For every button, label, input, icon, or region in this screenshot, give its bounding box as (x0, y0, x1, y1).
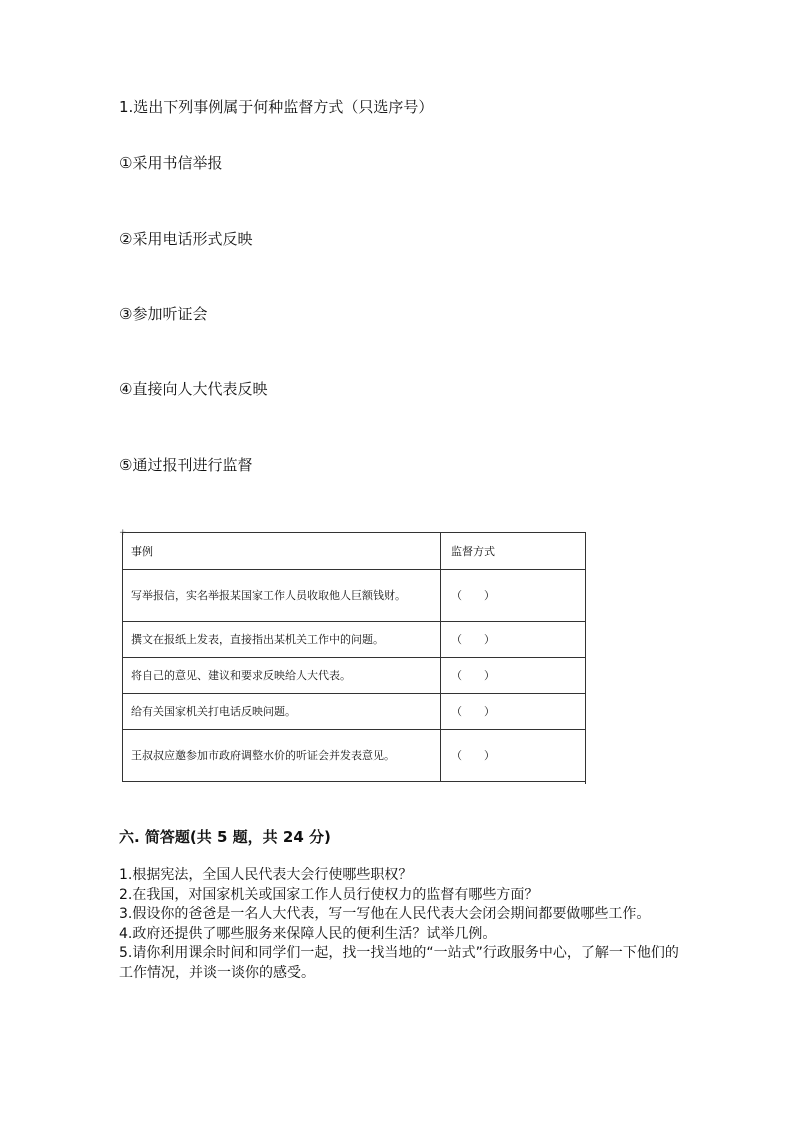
case-cell: 将自己的意见、建议和要求反映给人大代表。 (123, 658, 441, 694)
option-3: ③参加听证会 (119, 305, 208, 323)
table-header-row (123, 533, 586, 570)
short-answer-question-3: 3.假设你的爸爸是一名人大代表，写一写他在人民代表大会闭会期间都要做哪些工作。 (119, 906, 651, 922)
table-row (123, 570, 586, 622)
table-anchor-mark: + (119, 528, 127, 538)
section-title: 六. 简答题(共 5 题，共 24 分) (119, 828, 331, 846)
header-method: 监督方式 (441, 533, 586, 570)
answer-blank[interactable]: （ ） (441, 658, 586, 694)
option-5: ⑤通过报刊进行监督 (119, 456, 253, 474)
case-cell: 给有关国家机关打电话反映问题。 (123, 694, 441, 730)
header-case: 事例 (123, 533, 441, 570)
table-row (123, 622, 586, 658)
answer-blank[interactable]: （ ） (441, 730, 586, 782)
option-4: ④直接向人大代表反映 (119, 380, 268, 398)
option-2: ②采用电话形式反映 (119, 230, 253, 248)
short-answer-list (119, 866, 679, 983)
supervision-table (122, 532, 585, 782)
answer-blank[interactable]: （ ） (441, 622, 586, 658)
answer-blank[interactable]: （ ） (441, 570, 586, 622)
short-answer-question-2: 2.在我国，对国家机关或国家工作人员行使权力的监督有哪些方面？ (119, 886, 539, 903)
answer-blank[interactable]: （ ） (441, 694, 586, 730)
short-answer-question-5: 5.请你利用课余时间和同学们一起，找一找当地的“一站式”行政服务中心，了解一下他们的工作情况，并谈一谈你的感受。 (119, 945, 679, 981)
case-cell: 写举报信，实名举报某国家工作人员收取他人巨额钱财。 (123, 570, 441, 622)
question-title: 1.选出下列事例属于何种监督方式（只选序号） (119, 98, 434, 116)
short-answer-question-1: 1.根据宪法，全国人民代表大会行使哪些职权？ (119, 867, 413, 883)
case-cell: 王叔叔应邀参加市政府调整水价的听证会并发表意见。 (123, 730, 441, 782)
option-1: ①采用书信举报 (119, 154, 223, 172)
table-row (123, 730, 586, 782)
table-row (123, 658, 586, 694)
case-cell: 撰文在报纸上发表，直接指出某机关工作中的问题。 (123, 622, 441, 658)
table-right-border (585, 532, 586, 784)
short-answer-question-4: 4.政府还提供了哪些服务来保障人民的便利生活？试举几例。 (119, 925, 497, 942)
table-row (123, 694, 586, 730)
